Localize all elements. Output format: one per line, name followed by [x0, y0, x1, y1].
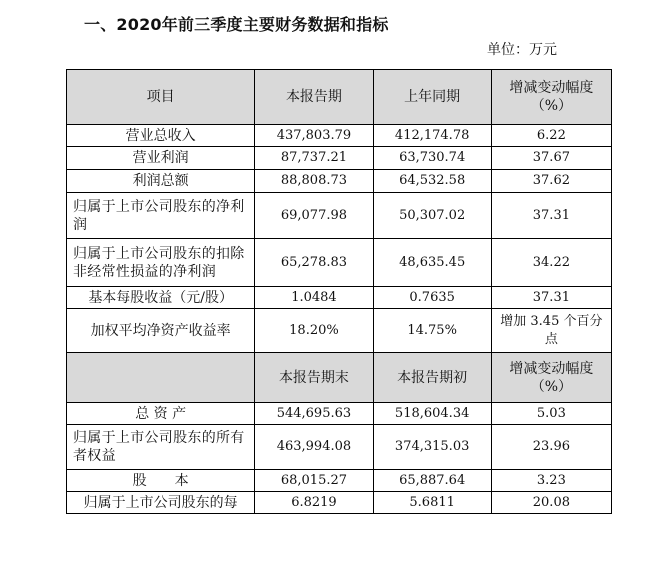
header-cell: 本报告期初 — [373, 353, 491, 403]
header-cell: 上年同期 — [373, 70, 491, 125]
cell-current: 87,737.21 — [255, 147, 373, 170]
row-label: 归属于上市公司股东的净利润 — [67, 193, 255, 239]
row-label: 归属于上市公司股东的扣除非经常性损益的净利润 — [67, 239, 255, 287]
cell-prior: 5.6811 — [373, 492, 491, 514]
header-cell — [67, 353, 255, 403]
row-label: 股 本 — [67, 470, 255, 492]
cell-prior: 50,307.02 — [373, 193, 491, 239]
row-label: 营业总收入 — [67, 125, 255, 147]
table-row — [67, 170, 612, 193]
cell-change: 37.62 — [491, 170, 611, 193]
row-label: 基本每股收益（元/股） — [67, 287, 255, 309]
cell-prior: 374,315.03 — [373, 425, 491, 470]
cell-current: 88,808.73 — [255, 170, 373, 193]
header-cell: 本报告期 — [255, 70, 373, 125]
cell-change: 20.08 — [491, 492, 611, 514]
cell-change: 3.23 — [491, 470, 611, 492]
table-row — [67, 239, 612, 287]
cell-change: 37.31 — [491, 287, 611, 309]
row-label: 归属于上市公司股东的所有者权益 — [67, 425, 255, 470]
table-row — [67, 287, 612, 309]
cell-current: 463,994.08 — [255, 425, 373, 470]
row-label: 利润总额 — [67, 170, 255, 193]
cell-change: 5.03 — [491, 403, 611, 425]
cell-change: 增加 3.45 个百分点 — [491, 309, 611, 353]
row-label: 加权平均净资产收益率 — [67, 309, 255, 353]
cell-prior: 14.75% — [373, 309, 491, 353]
cell-current: 437,803.79 — [255, 125, 373, 147]
cell-change: 23.96 — [491, 425, 611, 470]
header-cell: 本报告期末 — [255, 353, 373, 403]
table-row — [67, 125, 612, 147]
cell-current: 68,015.27 — [255, 470, 373, 492]
cell-current: 65,278.83 — [255, 239, 373, 287]
table-header-row — [67, 70, 612, 125]
cell-prior: 412,174.78 — [373, 125, 491, 147]
cell-current: 18.20% — [255, 309, 373, 353]
header-cell: 增减变动幅度 （%） — [491, 353, 611, 403]
header-cell: 项目 — [67, 70, 255, 125]
unit-label: 单位：万元 — [487, 42, 557, 58]
table-row — [67, 403, 612, 425]
table-row — [67, 309, 612, 353]
cell-change: 6.22 — [491, 125, 611, 147]
cell-current: 1.0484 — [255, 287, 373, 309]
cell-prior: 518,604.34 — [373, 403, 491, 425]
cell-change: 37.31 — [491, 193, 611, 239]
cell-prior: 48,635.45 — [373, 239, 491, 287]
cell-change: 37.67 — [491, 147, 611, 170]
cell-change: 34.22 — [491, 239, 611, 287]
cell-current: 544,695.63 — [255, 403, 373, 425]
row-label: 营业利润 — [67, 147, 255, 170]
financial-table — [66, 69, 612, 514]
section-heading: 一、2020年前三季度主要财务数据和指标 — [84, 15, 389, 34]
table-row — [67, 492, 612, 514]
table-row — [67, 425, 612, 470]
cell-prior: 63,730.74 — [373, 147, 491, 170]
table-row — [67, 470, 612, 492]
row-label: 总 资 产 — [67, 403, 255, 425]
table-row — [67, 147, 612, 170]
row-label: 归属于上市公司股东的每 — [67, 492, 255, 514]
cell-prior: 65,887.64 — [373, 470, 491, 492]
table-header-row — [67, 353, 612, 403]
cell-current: 69,077.98 — [255, 193, 373, 239]
table-row — [67, 193, 612, 239]
cell-prior: 64,532.58 — [373, 170, 491, 193]
cell-prior: 0.7635 — [373, 287, 491, 309]
header-cell: 增减变动幅度 （%） — [491, 70, 611, 125]
cell-current: 6.8219 — [255, 492, 373, 514]
